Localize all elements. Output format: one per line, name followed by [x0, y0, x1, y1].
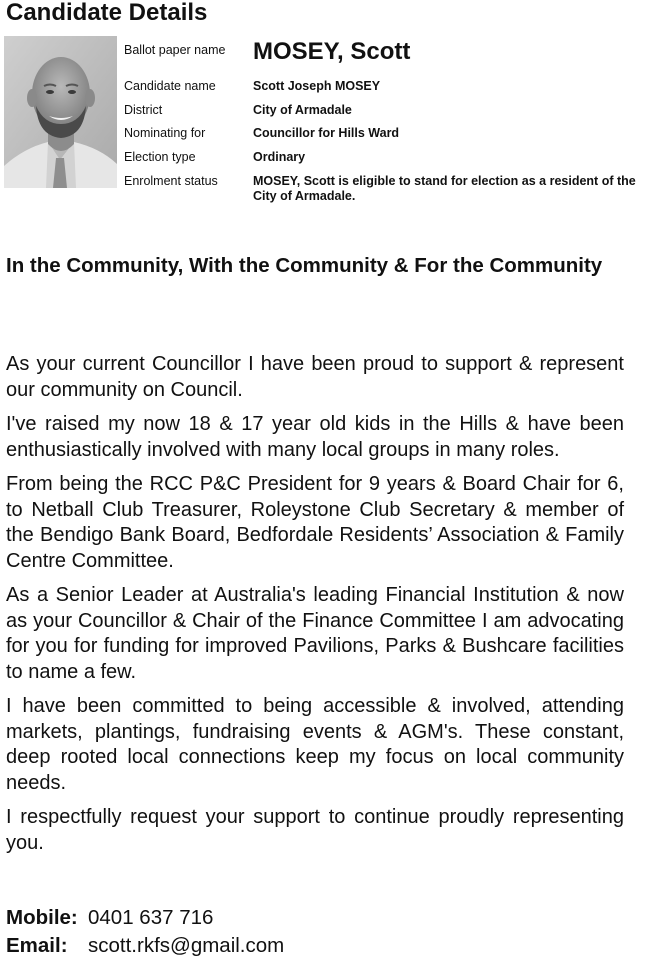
candidate-statement: [6, 352, 624, 865]
details-label: Enrolment status: [124, 174, 218, 188]
statement-paragraph: From being the RCC P&C President for 9 years & Board Chair for 6, to Netball Club Treasurer, Roleystone Club Secretary & member of the Bendigo Bank Board, Bedfordale Residents’ Association & Family Centre Committee.: [6, 473, 624, 572]
statement-paragraph: I've raised my now 18 & 17 year old kids in the Hills & have been enthusiastically involved with many local groups in many roles.: [6, 413, 624, 461]
details-value: Ordinary: [253, 150, 306, 164]
details-value: MOSEY, Scott is eligible to stand for election as a resident of the City of Armadale.: [253, 174, 636, 203]
details-value: City of Armadale: [253, 103, 352, 117]
details-value: MOSEY, Scott: [253, 38, 411, 65]
details-value: Councillor for Hills Ward: [253, 126, 400, 140]
details-label: Nominating for: [124, 126, 206, 140]
statement-heading: In the Community, With the Community & For the Community: [6, 254, 603, 277]
email-line: [6, 932, 284, 960]
details-label: District: [124, 103, 163, 117]
statement-paragraph: I respectfully request your support to continue proudly representing you.: [6, 806, 624, 854]
details-label: Candidate name: [124, 79, 216, 93]
statement-paragraph: As your current Councillor I have been proud to support & represent our community on Council.: [6, 353, 624, 401]
mobile-label: Mobile:: [6, 906, 78, 929]
page-title: Candidate Details: [6, 0, 208, 26]
details-label: Election type: [124, 150, 196, 164]
statement-paragraph: As a Senior Leader at Australia's leading Financial Institution & now as your Councillor & Chair of the Finance Committee I am advocating for you for funding for improved Pavilions, Parks & Bushcare facilities to name a few.: [6, 584, 624, 683]
candidate-photo: [4, 36, 117, 188]
contact-details: [6, 904, 284, 960]
details-label: Ballot paper name: [124, 43, 226, 57]
mobile-number: 0401 637 716: [88, 906, 214, 929]
statement-paragraph: I have been committed to being accessible & involved, attending markets, plantings, fundraising events & AGM's. These constant, deep rooted local connections keep my focus on local community needs.: [6, 695, 624, 794]
email-address: scott.rkfs@gmail.com: [88, 934, 285, 957]
email-label: Email:: [6, 934, 68, 957]
mobile-line: [6, 904, 284, 932]
details-value: Scott Joseph MOSEY: [253, 79, 381, 93]
